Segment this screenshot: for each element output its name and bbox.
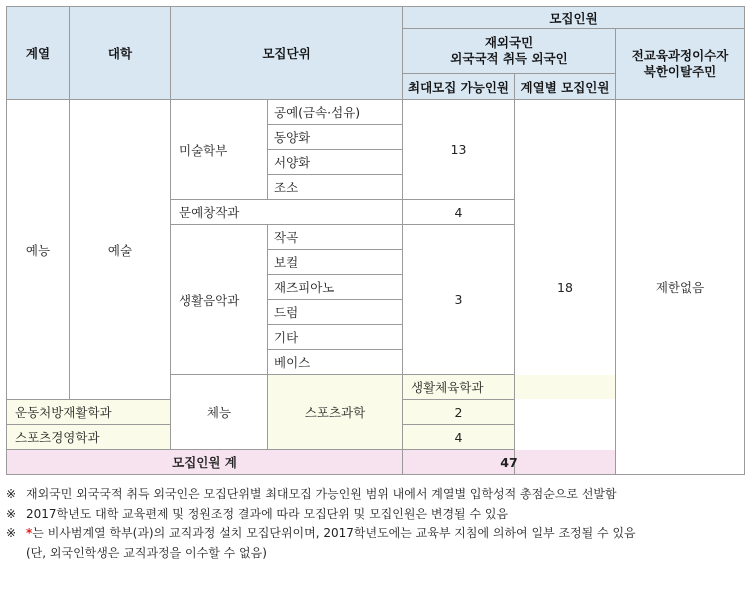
max-quota-sports-1: 2 xyxy=(403,400,515,425)
series-sports: 체능 xyxy=(171,375,268,450)
major-cell: 동양화 xyxy=(268,125,403,150)
major-cell: 드럼 xyxy=(268,300,403,325)
header-series: 계열 xyxy=(7,7,70,100)
major-cell: 기타 xyxy=(268,325,403,350)
admission-quota-table xyxy=(6,6,745,475)
max-quota-creative-writing: 4 xyxy=(403,200,515,225)
dept-sports-1: 운동처방재활학과 xyxy=(7,400,171,425)
dept-sports-0: 생활체육학과 xyxy=(403,375,616,400)
max-quota-music: 3 xyxy=(403,225,515,375)
university-sports: 스포츠과학 xyxy=(268,375,403,450)
header-university: 대학 xyxy=(70,7,171,100)
series-arts: 예능 xyxy=(7,100,70,400)
major-cell: 작곡 xyxy=(268,225,403,250)
star-marker: * xyxy=(26,526,33,540)
header-series-quota: 계열별 모집인원 xyxy=(515,74,616,100)
note-mark: ※ xyxy=(6,526,17,540)
dept-music: 생활음악과 xyxy=(171,225,268,375)
note-text: 재외국민 외국국적 취득 외국인은 모집단위별 최대모집 가능인원 범위 내에서 계열별 입학성적 총점순으로 선발함 xyxy=(26,487,617,501)
note-3-continued: (단, 외국인학생은 교직과정을 이수할 수 없음) xyxy=(26,545,267,560)
note-1 xyxy=(6,485,744,505)
notes xyxy=(6,485,744,563)
dept-creative-writing: 문예창작과 xyxy=(171,200,403,225)
university-arts: 예술 xyxy=(70,100,171,400)
note-mark: ※ xyxy=(6,506,17,521)
total-label: 모집인원 계 xyxy=(7,450,403,475)
dept-fine-arts: 미술학부 xyxy=(171,100,268,200)
major-cell: 공예(금속·섬유) xyxy=(268,100,403,125)
header-unit: 모집단위 xyxy=(171,7,403,100)
major-cell: 조소 xyxy=(268,175,403,200)
header-max-quota: 최대모집 가능인원 xyxy=(403,74,515,100)
note-3 xyxy=(6,524,744,544)
max-quota-fine-arts: 13 xyxy=(403,100,515,200)
header-quota: 모집인원 xyxy=(403,7,745,29)
header-defector-group: 전교육과정이수자 북한이탈주민 xyxy=(616,29,745,100)
total-value: 47 xyxy=(403,450,616,475)
defector-quota: 제한없음 xyxy=(616,100,745,475)
series-quota-arts-sports: 18 xyxy=(515,100,616,475)
note-text: 2017학년도 대학 교육편제 및 정원조정 결과에 따라 모집단위 및 모집인원은 변경될 수 있음 xyxy=(26,506,509,521)
note-2 xyxy=(6,505,744,525)
major-cell: 서양화 xyxy=(268,150,403,175)
dept-sports-2: 스포츠경영학과 xyxy=(7,425,171,450)
header-foreign-group: 재외국민 외국국적 취득 외국인 xyxy=(403,29,616,74)
table-row xyxy=(7,100,745,125)
major-cell: 재즈피아노 xyxy=(268,275,403,300)
major-cell: 베이스 xyxy=(268,350,403,375)
note-mark: ※ xyxy=(6,487,17,501)
note-text: 는 비사범계열 학부(과)의 교직과정 설치 모집단위이며, 2017학년도에는 교육부 지침에 의하여 일부 조정될 수 있음 xyxy=(32,526,636,540)
admission-quota-section xyxy=(6,6,744,563)
major-cell: 보컬 xyxy=(268,250,403,275)
header-row-1 xyxy=(7,7,745,29)
max-quota-sports-2: 4 xyxy=(403,425,515,450)
